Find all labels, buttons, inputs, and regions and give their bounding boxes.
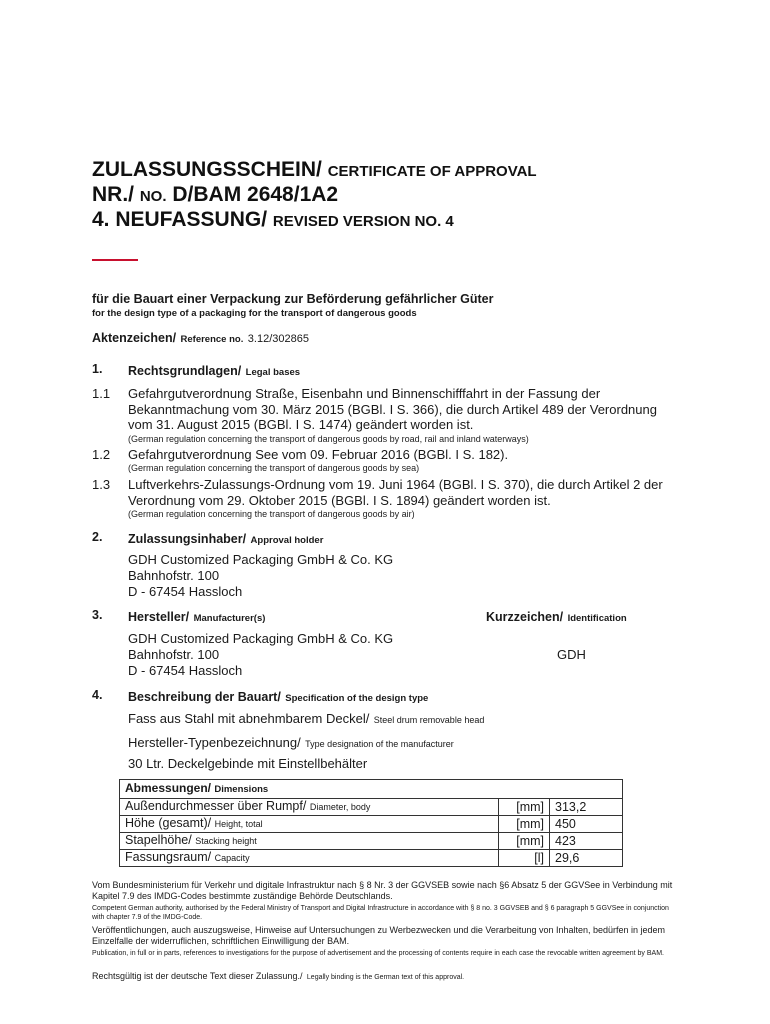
number-label-en: NO. — [139, 188, 167, 205]
dimension-value: 29,6 — [550, 850, 623, 867]
title-en: CERTIFICATE OF APPROVAL — [327, 163, 537, 180]
item-1-1-number: 1.1 — [92, 386, 111, 401]
title-de: ZULASSUNGSSCHEIN/ — [92, 158, 322, 181]
type-designation-value: 30 Ltr. Deckelgebinde mit Einstellbehälter — [128, 756, 368, 771]
revision-en: REVISED VERSION NO. 4 — [272, 213, 454, 230]
item-1-3-line: Luftverkehrs-Zulassungs-Ordnung vom 19. Juni 1964 (BGBl. I S. 370), die durch Artikel 2 der — [128, 477, 663, 492]
item-1-3-text — [128, 477, 663, 508]
holder-address — [128, 552, 393, 600]
address-line: Bahnhofstr. 100 — [128, 568, 220, 583]
dimension-label: Stapelhöhe/ Stacking height — [120, 833, 499, 850]
footer-publication-de: Veröffentlichungen, auch auszugsweise, Hinweise auf Untersuchungen zu Werbezwecken und die Verarbeitung von Inhalten, bedürfen in jedem Einzelfalle der widerruflichen, schriftlichen Einwilligung der BAM. — [92, 925, 666, 946]
identification-label-en: Identification — [567, 613, 627, 624]
title-line-2 — [92, 182, 338, 210]
section-3-title-de: Hersteller/ — [128, 610, 190, 624]
dimension-value: 313,2 — [550, 799, 623, 816]
dimension-unit: [l] — [499, 850, 550, 867]
title-line-1 — [92, 157, 537, 185]
drum-description-de: Fass aus Stahl mit abnehmbarem Deckel/ — [128, 711, 370, 726]
revision-de: 4. NEUFASSUNG/ — [92, 208, 268, 231]
reference-line — [92, 329, 309, 347]
type-designation-en: Type designation of the manufacturer — [305, 739, 454, 749]
address-line: D - 67454 Hassloch — [128, 663, 243, 678]
number-label-de: NR./ — [92, 183, 134, 206]
reference-label-de: Aktenzeichen/ — [92, 331, 177, 345]
address-line: GDH Customized Packaging GmbH & Co. KG — [128, 552, 394, 567]
identification-label-de: Kurzzeichen/ — [486, 610, 564, 624]
dimension-label: Außendurchmesser über Rumpf/ Diameter, body — [120, 799, 499, 816]
table-row — [120, 833, 623, 850]
section-4-title-de: Beschreibung der Bauart/ — [128, 690, 281, 704]
dimension-value: 450 — [550, 816, 623, 833]
item-1-1-line: Gefahrgutverordnung Straße, Eisenbahn und Binnenschifffahrt in der Fassung der — [128, 386, 601, 401]
footer-publication-en: Publication, in full or in parts, references to investigations for the purpose of advertisement and the processing of contents require in each case the revocable written agreement by BAM. — [92, 950, 664, 957]
item-1-1-en: (German regulation concerning the transport of dangerous goods by road, rail and inland waterways) — [128, 434, 529, 444]
item-1-1-line: Bekanntmachung vom 30. März 2015 (BGBl. I S. 366), die durch Artikel 489 der Verordnung — [128, 401, 657, 417]
section-2-title-en: Approval holder — [250, 535, 324, 546]
section-1-heading — [128, 362, 300, 380]
dimensions-table — [119, 779, 623, 867]
section-3-title-en: Manufacturer(s) — [193, 613, 266, 624]
address-line: GDH Customized Packaging GmbH & Co. KG — [128, 631, 394, 646]
dimensions-table-header — [120, 780, 623, 799]
footer-legal-de: Rechtsgültig ist der deutsche Text dieser Zulassung./ — [92, 971, 303, 981]
item-1-2-en: (German regulation concerning the transport of dangerous goods by sea) — [128, 463, 420, 473]
dimensions-header-de: Abmessungen/ — [125, 781, 212, 795]
title-line-3 — [92, 207, 454, 235]
table-row — [120, 799, 623, 816]
drum-description-en: Steel drum removable head — [373, 715, 485, 725]
drum-description — [128, 710, 484, 728]
type-designation-de: Hersteller-Typenbezeichnung/ — [128, 735, 301, 750]
manufacturer-address — [128, 631, 393, 679]
table-row — [120, 850, 623, 867]
section-1-title-en: Legal bases — [245, 367, 301, 378]
identification-heading — [486, 608, 627, 626]
dimension-unit: [mm] — [499, 833, 550, 850]
item-1-3-line: Verordnung vom 29. Oktober 2015 (BGBl. I S. 1894) geändert worden ist. — [128, 492, 551, 508]
type-designation — [128, 734, 454, 752]
footer-legal-note — [92, 969, 677, 983]
section-2-number: 2. — [92, 530, 103, 544]
dimension-unit: [mm] — [499, 799, 550, 816]
reference-value: 3.12/302865 — [247, 333, 309, 345]
dimensions-header-cell — [120, 780, 623, 799]
section-3-heading — [128, 608, 265, 626]
dimension-value: 423 — [550, 833, 623, 850]
dimensions-header-en: Dimensions — [214, 784, 269, 795]
dimension-label: Höhe (gesamt)/ Height, total — [120, 816, 499, 833]
reference-label-en: Reference no. — [180, 334, 244, 345]
section-2-title-de: Zulassungsinhaber/ — [128, 532, 247, 546]
intro-de: für die Bauart einer Verpackung zur Beförderung gefährlicher Güter — [92, 292, 494, 306]
footer-authority-en: Competent German authority, authorised by the Federal Ministry of Transport and Digital Infrastructure in accordance with § 8 no. 3 GGVSEB and § 6 paragraph 5 GGVSee in conjunction with chapter 7.9 of the IMDG-Code. — [92, 905, 669, 921]
footer-authority-de: Vom Bundesministerium für Verkehr und digitale Infrastruktur nach § 8 Nr. 3 der GGVSEB sowie nach §6 Absatz 5 der GGVSee in Verbindung mit Kapitel 7.9 des IMDG-Codes bestimmte zuständige Behörde Deutschlands. — [92, 880, 673, 901]
dimension-label: Fassungsraum/ Capacity — [120, 850, 499, 867]
section-4-number: 4. — [92, 688, 103, 702]
item-1-2-line: Gefahrgutverordnung See vom 09. Februar 2016 (BGBl. I S. 182). — [128, 447, 509, 462]
table-row — [120, 816, 623, 833]
address-line: D - 67454 Hassloch — [128, 584, 243, 599]
footer-legal-en: Legally binding is the German text of this approval. — [306, 974, 465, 981]
identification-value: GDH — [557, 647, 586, 662]
dimension-unit: [mm] — [499, 816, 550, 833]
item-1-3-en: (German regulation concerning the transport of dangerous goods by air) — [128, 509, 415, 519]
item-1-2-number: 1.2 — [92, 447, 111, 462]
section-3-number: 3. — [92, 608, 103, 622]
section-4-heading — [128, 688, 428, 706]
intro-en: for the design type of a packaging for the transport of dangerous goods — [92, 308, 417, 319]
item-1-1-line: vom 31. August 2015 (BGBl. I S. 1474) geändert worden ist. — [128, 417, 474, 432]
section-2-heading — [128, 530, 323, 548]
item-1-3-number: 1.3 — [92, 477, 111, 492]
red-divider — [92, 259, 138, 261]
section-4-title-en: Specification of the design type — [285, 693, 429, 704]
address-line: Bahnhofstr. 100 — [128, 647, 220, 662]
section-1-title-de: Rechtsgrundlagen/ — [128, 364, 242, 378]
approval-number: D/BAM 2648/1A2 — [172, 183, 339, 206]
item-1-1-text — [128, 386, 657, 433]
section-1-number: 1. — [92, 362, 103, 376]
